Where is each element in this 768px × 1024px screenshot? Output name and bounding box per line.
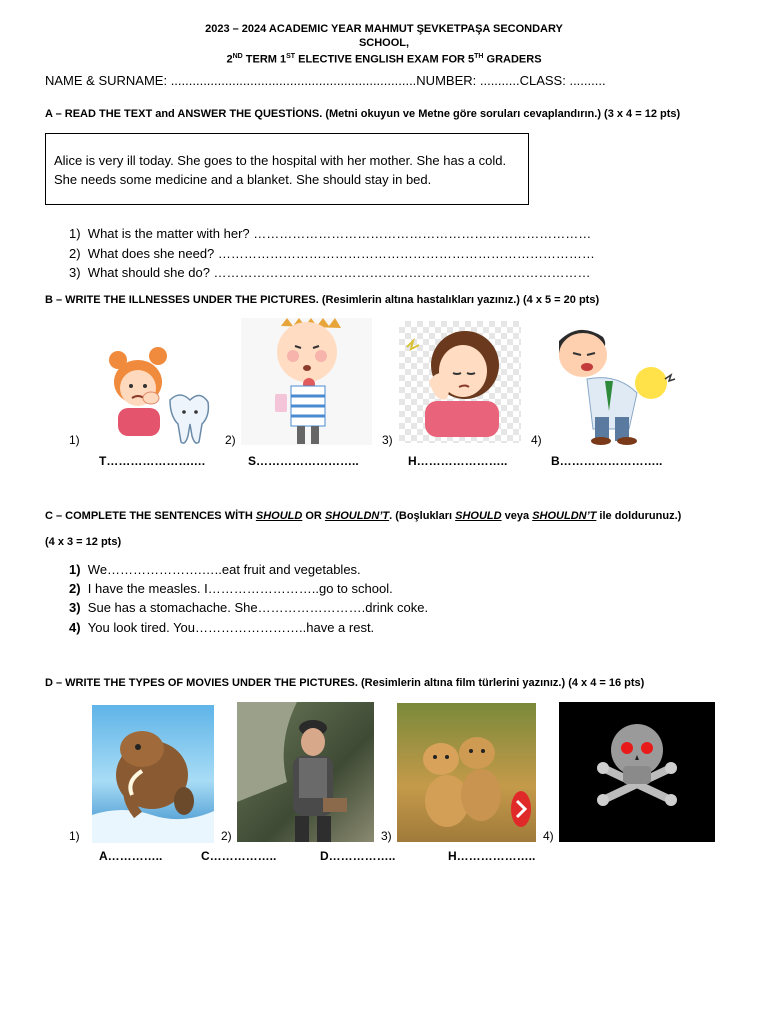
question-1: 1) What is the matter with her? …………………………………………………………………… <box>69 226 592 241</box>
reading-text-box: Alice is very ill today. She goes to the hospital with her mother. She has a cold. She needs some medicine and a blanket. She should stay in bed. <box>45 133 529 205</box>
horror-skull-picture <box>559 702 715 842</box>
sentence-3-text[interactable]: Sue has a stomachache. She…………………….drink coke. <box>87 600 429 615</box>
movie-answer-2[interactable]: C…………….. <box>201 849 277 863</box>
sore-throat-boy-picture <box>241 318 372 445</box>
animation-mammoth-picture <box>92 705 214 843</box>
section-a-title: A – READ THE TEXT and ANSWER THE QUESTİONS. (Metni okuyun ve Metne göre soruları cevaplandırın.) (3 x 4 = 12 pts) <box>45 108 681 120</box>
student-info-line <box>45 73 606 88</box>
class-field[interactable]: .......... <box>569 73 606 88</box>
picture-number-d2: 2) <box>221 829 232 843</box>
sentence-2-text[interactable]: I have the measles. I……………………..go to school. <box>87 581 393 596</box>
picture-number-b3: 3) <box>382 433 393 447</box>
exam-title-line2: SCHOOL, <box>358 37 410 49</box>
name-field[interactable]: .................................................................... <box>170 73 417 88</box>
number-label: NUMBER: <box>416 73 480 88</box>
question-3: 3) What should she do? …………………………………………………………………………… <box>69 265 591 280</box>
picture-number-b4: 4) <box>531 433 542 447</box>
question-2: 2) What does she need? …………………………………………………………………………… <box>69 246 595 261</box>
section-b-title: B – WRITE THE ILLNESSES UNDER THE PICTURES. (Resimlerin altına hastalıkları yazınız.) (4 x 5 = 20 pts) <box>45 294 600 306</box>
sentence-4-text[interactable]: You look tired. You……………………..have a rest. <box>87 620 375 635</box>
sentence-1: 1) We………………….…..eat fruit and vegetables. <box>69 562 361 577</box>
sentence-4: 4) You look tired. You……………………..have a rest. <box>69 620 375 635</box>
picture-number-d1: 1) <box>69 829 80 843</box>
picture-number-b1: 1) <box>69 433 80 447</box>
comedy-man-picture <box>237 702 374 842</box>
sentence-2: 2) I have the measles. I……………………..go to school. <box>69 581 393 596</box>
movie-answer-4[interactable]: H……………….. <box>448 849 536 863</box>
movie-answer-1[interactable]: A………….. <box>99 849 163 863</box>
documentary-lions-picture <box>397 703 536 842</box>
illness-answer-4[interactable]: B…………………….. <box>551 454 663 468</box>
picture-number-d4: 4) <box>543 829 554 843</box>
number-field[interactable]: ........... <box>479 73 520 88</box>
headache-girl-picture <box>399 321 521 443</box>
name-label: NAME & SURNAME: <box>45 73 171 88</box>
picture-number-b2: 2) <box>225 433 236 447</box>
picture-number-d3: 3) <box>381 829 392 843</box>
question-1-text[interactable]: What is the matter with her? …………………………………………………………………… <box>87 226 592 241</box>
backache-man-picture <box>547 321 680 446</box>
illness-answer-2[interactable]: S…………………….. <box>248 454 359 468</box>
section-c-title: C – COMPLETE THE SENTENCES WİTH SHOULD OR SHOULDN’T. (Boşlukları SHOULD veya SHOULDN’T ile doldurunuz.) <box>45 510 682 522</box>
class-label: CLASS: <box>519 73 570 88</box>
exam-title-line1: 2023 – 2024 ACADEMIC YEAR MAHMUT ŞEVKETPAŞA SECONDARY <box>205 23 563 35</box>
illness-answer-1[interactable]: T………………….… <box>99 454 206 468</box>
toothache-girl-picture <box>104 342 212 444</box>
sentence-3: 3) Sue has a stomachache. She…………………….drink coke. <box>69 600 429 615</box>
section-c-points: (4 x 3 = 12 pts) <box>45 536 122 548</box>
illness-answer-3[interactable]: H………………….. <box>408 454 508 468</box>
question-3-text[interactable]: What should she do? …………………………………………………………………………… <box>87 265 591 280</box>
section-d-title: D – WRITE THE TYPES OF MOVIES UNDER THE PICTURES. (Resimlerin altına film türlerini yazınız.) (4 x 4 = 16 pts) <box>45 677 645 689</box>
question-2-text[interactable]: What does she need? …………………………………………………………………………… <box>87 246 595 261</box>
exam-title-line3: 2ND TERM 1ST ELECTIVE ENGLISH EXAM FOR 5TH GRADERS <box>226 53 542 66</box>
movie-answer-3[interactable]: D…………….. <box>320 849 396 863</box>
sentence-1-text[interactable]: We………………….…..eat fruit and vegetables. <box>87 562 361 577</box>
